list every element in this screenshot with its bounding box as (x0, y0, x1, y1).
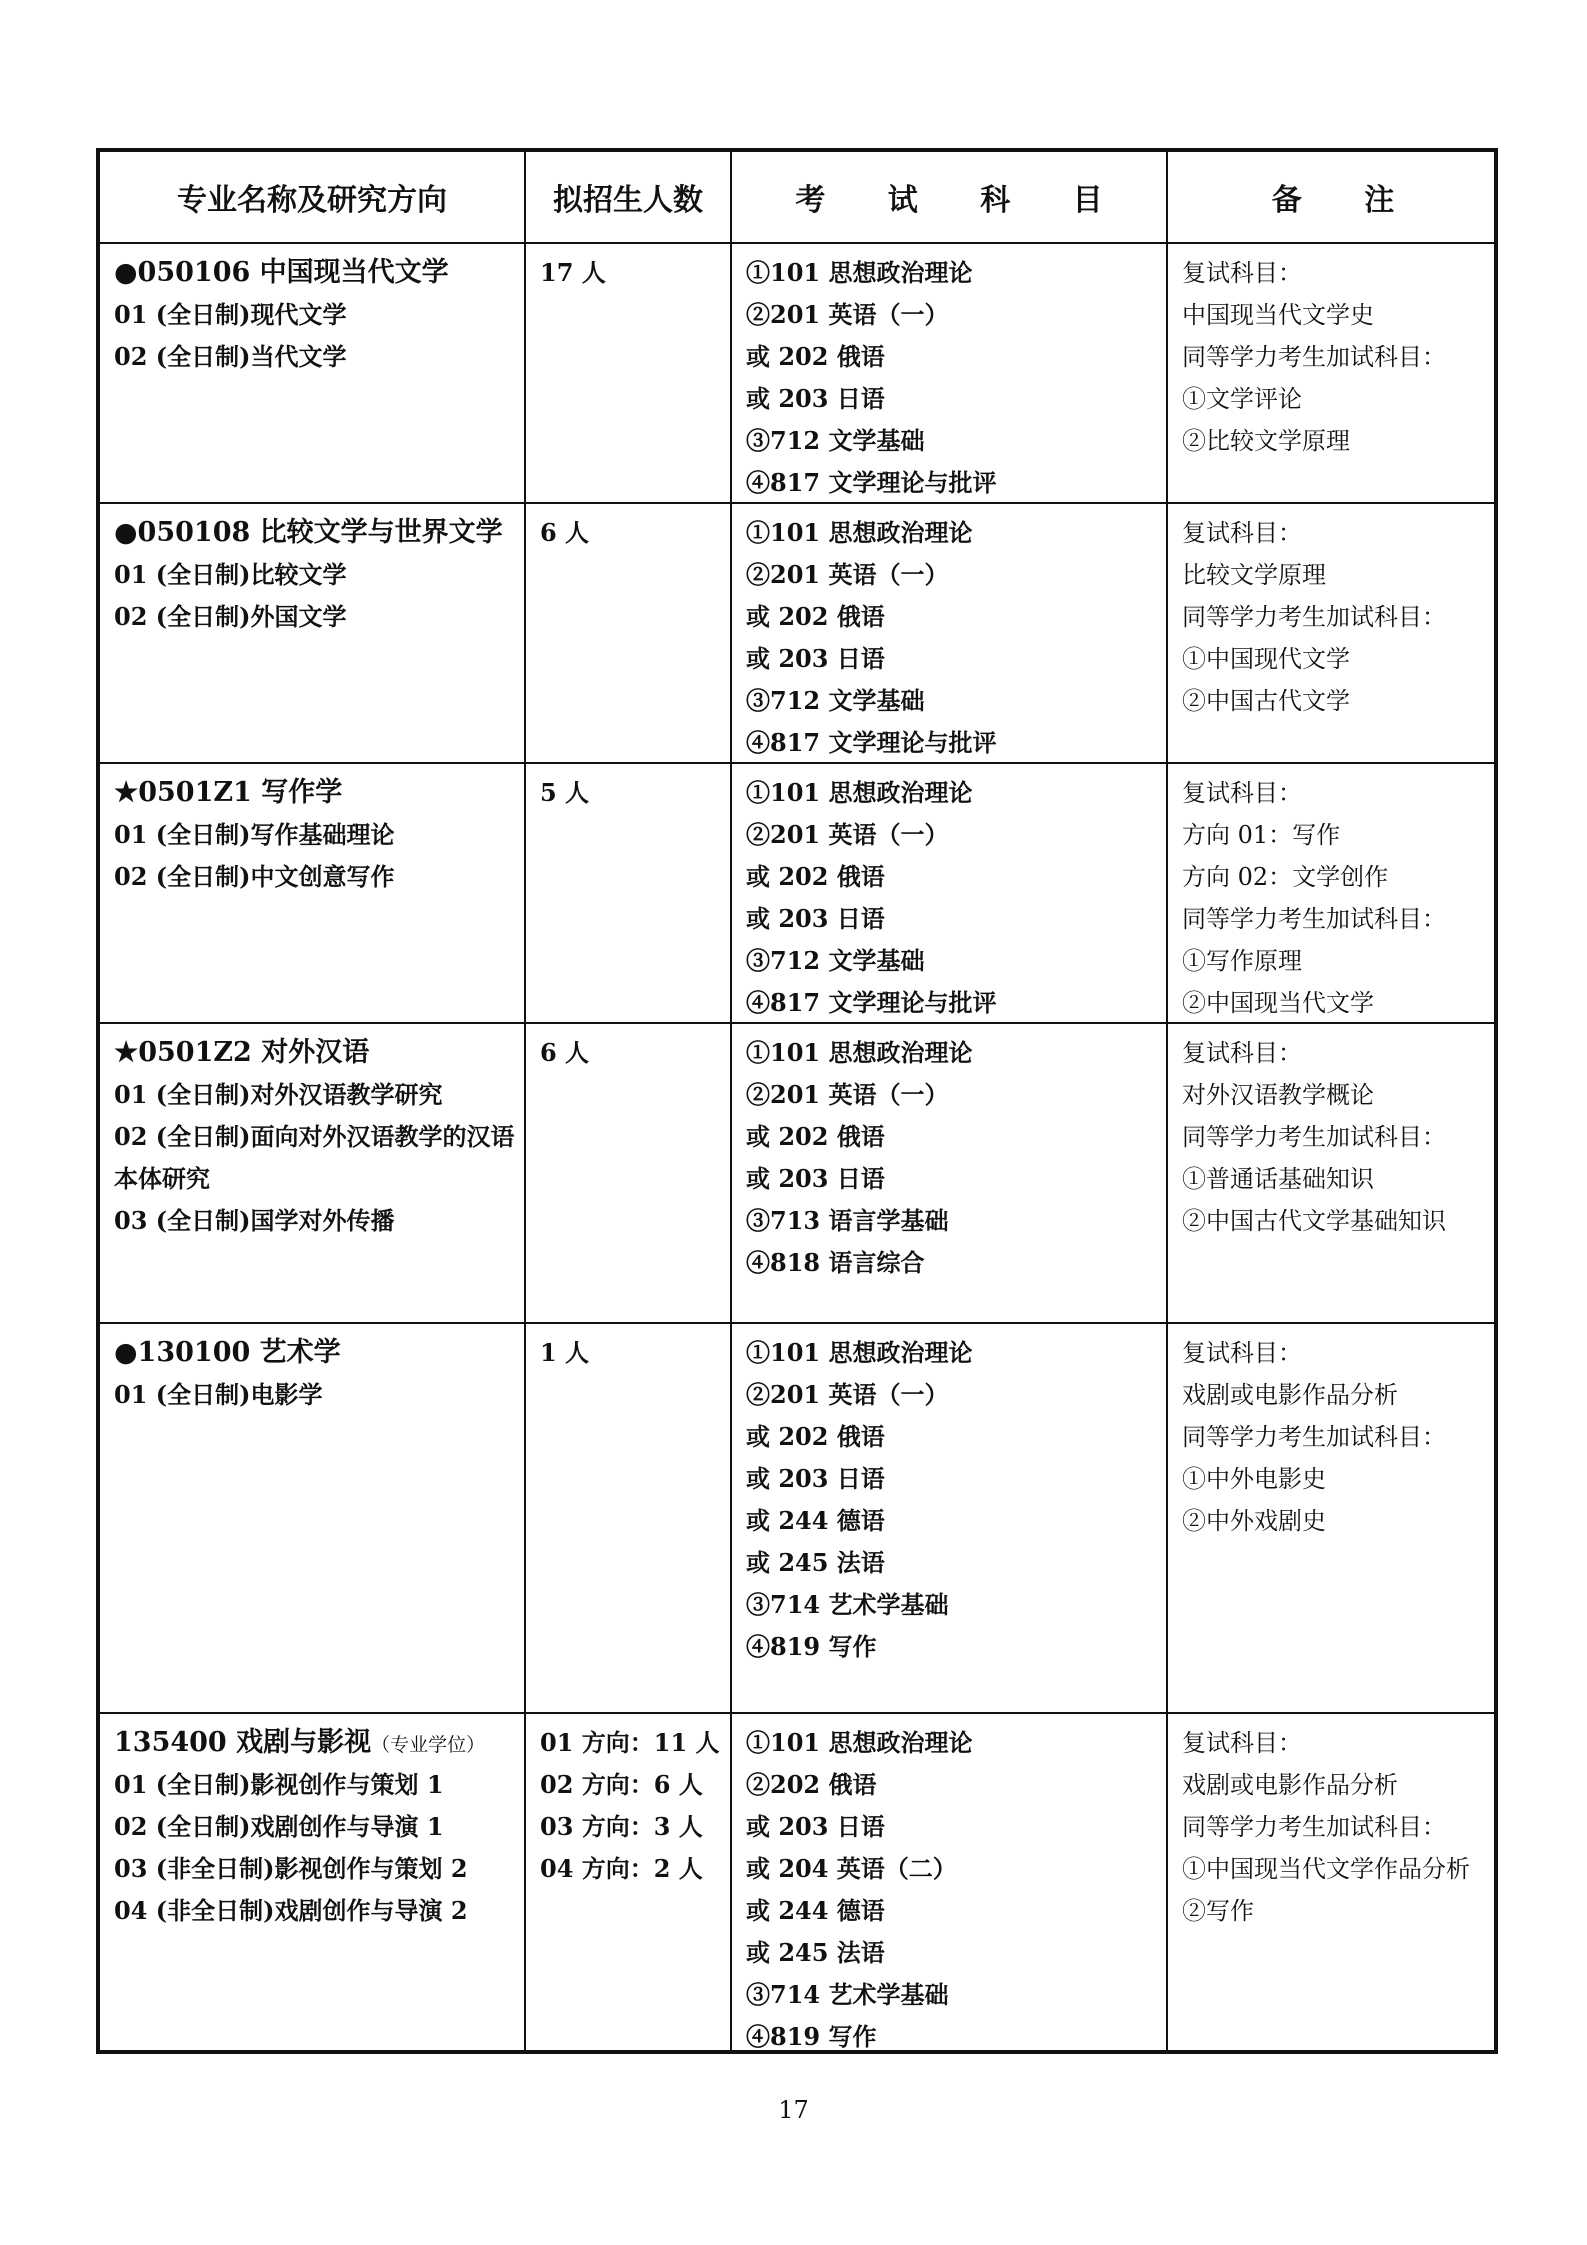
exam-subject: ③712 文学基础 (746, 946, 925, 975)
exam-subject: 或 244 德语 (746, 1506, 885, 1535)
exam-subject: ①101 思想政治理论 (746, 1338, 973, 1367)
exam-subject: ③712 文学基础 (746, 686, 925, 715)
quota-cell (524, 244, 730, 502)
major-title-text: ●050106 中国现当代文学 (114, 257, 449, 288)
quota-cell (524, 1024, 730, 1322)
quota-cell (524, 1324, 730, 1712)
note-line: 同等学力考生加试科目： (1182, 1123, 1446, 1151)
research-direction: 01 (全日制)比较文学 (114, 560, 347, 589)
note-line: 同等学力考生加试科目： (1182, 343, 1446, 371)
research-direction: 01 (全日制)影视创作与策划 1 (114, 1770, 444, 1799)
table-row (100, 1712, 1494, 2054)
note-line: 方向 01：写作 (1182, 821, 1341, 849)
major-title-text: ★0501Z1 写作学 (114, 777, 343, 808)
exam-subject: 或 204 英语（二） (746, 1854, 957, 1883)
exam-subject: ④819 写作 (746, 1632, 877, 1661)
quota-cell (524, 504, 730, 762)
notes-cell (1166, 1024, 1498, 1322)
research-direction: 02 (全日制)戏剧创作与导演 1 (114, 1812, 444, 1841)
exam-cell (730, 764, 1166, 1022)
quota-value: 03 方向：3 人 (540, 1812, 703, 1841)
major-title (114, 1032, 524, 1074)
exam-subject: ①101 思想政治理论 (746, 778, 973, 807)
research-direction: 01 (全日制)电影学 (114, 1380, 323, 1409)
note-line: 复试科目： (1182, 1729, 1302, 1757)
exam-subject: ④817 文学理论与批评 (746, 468, 997, 497)
major-cell (100, 1714, 524, 2054)
quota-cell (524, 764, 730, 1022)
note-line: ②中外戏剧史 (1182, 1507, 1326, 1535)
exam-subject: ④818 语言综合 (746, 1248, 925, 1277)
major-title (114, 1722, 524, 1764)
table-row (100, 1322, 1494, 1712)
exam-subject: 或 202 俄语 (746, 602, 885, 631)
exam-subject: ①101 思想政治理论 (746, 258, 973, 287)
research-direction: 03 (全日制)国学对外传播 (114, 1206, 395, 1235)
note-line: ①普通话基础知识 (1182, 1165, 1374, 1193)
exam-subject: 或 203 日语 (746, 1164, 885, 1193)
note-line: ②比较文学原理 (1182, 427, 1350, 455)
research-direction: 03 (非全日制)影视创作与策划 2 (114, 1854, 468, 1883)
page-number: 17 (778, 2096, 809, 2124)
quota-value: 02 方向：6 人 (540, 1770, 703, 1799)
table-row (100, 762, 1494, 1022)
major-title (114, 512, 524, 554)
major-cell (100, 504, 524, 762)
note-line: 戏剧或电影作品分析 (1182, 1381, 1398, 1409)
note-line: ①中国现代文学 (1182, 645, 1350, 673)
exam-subject: 或 244 德语 (746, 1896, 885, 1925)
quota-value: 1 人 (540, 1338, 590, 1367)
note-line: 戏剧或电影作品分析 (1182, 1771, 1398, 1799)
exam-cell (730, 504, 1166, 762)
research-direction: 本体研究 (114, 1164, 210, 1193)
note-line: ②写作 (1182, 1897, 1254, 1925)
exam-subject: 或 203 日语 (746, 1464, 885, 1493)
research-direction: 01 (全日制)对外汉语教学研究 (114, 1080, 443, 1109)
exam-subject: 或 203 日语 (746, 644, 885, 673)
major-title-text: ●050108 比较文学与世界文学 (114, 517, 503, 548)
major-cell (100, 764, 524, 1022)
note-line: 中国现当代文学史 (1182, 301, 1374, 329)
table-header (100, 152, 1494, 242)
exam-subject: 或 202 俄语 (746, 1122, 885, 1151)
note-line: ①中国现当代文学作品分析 (1182, 1855, 1470, 1883)
exam-subject: ②202 俄语 (746, 1770, 877, 1799)
exam-cell (730, 1714, 1166, 2054)
header-quota: 拟招生人数 (524, 152, 730, 242)
exam-subject: 或 245 法语 (746, 1548, 885, 1577)
note-line: ①文学评论 (1182, 385, 1302, 413)
exam-subject: ①101 思想政治理论 (746, 518, 973, 547)
major-title (114, 1332, 524, 1374)
major-title-text: ★0501Z2 对外汉语 (114, 1037, 370, 1068)
note-line: 复试科目： (1182, 519, 1302, 547)
exam-subject: ①101 思想政治理论 (746, 1728, 973, 1757)
exam-subject: 或 202 俄语 (746, 1422, 885, 1451)
major-cell (100, 1024, 524, 1322)
table-row (100, 242, 1494, 502)
quota-value: 04 方向：2 人 (540, 1854, 703, 1883)
exam-subject: 或 202 俄语 (746, 342, 885, 371)
exam-subject: ③712 文学基础 (746, 426, 925, 455)
exam-subject: ④819 写作 (746, 2022, 877, 2051)
note-line: 复试科目： (1182, 1039, 1302, 1067)
exam-subject: ④817 文学理论与批评 (746, 988, 997, 1017)
exam-cell (730, 1024, 1166, 1322)
notes-cell (1166, 1324, 1498, 1712)
quota-value: 5 人 (540, 778, 590, 807)
admissions-table (96, 148, 1498, 2054)
exam-subject: ④817 文学理论与批评 (746, 728, 997, 757)
exam-subject: ②201 英语（一） (746, 300, 949, 329)
note-line: 同等学力考生加试科目： (1182, 905, 1446, 933)
exam-subject: ③714 艺术学基础 (746, 1980, 949, 2009)
exam-subject: ②201 英语（一） (746, 1080, 949, 1109)
note-line: 同等学力考生加试科目： (1182, 1423, 1446, 1451)
note-line: ②中国现当代文学 (1182, 989, 1374, 1017)
exam-subject: ③714 艺术学基础 (746, 1590, 949, 1619)
note-line: 同等学力考生加试科目： (1182, 1813, 1446, 1841)
exam-subject: 或 203 日语 (746, 1812, 885, 1841)
major-title (114, 772, 524, 814)
note-line: 复试科目： (1182, 259, 1302, 287)
exam-subject: ③713 语言学基础 (746, 1206, 949, 1235)
quota-cell (524, 1714, 730, 2054)
exam-subject: 或 203 日语 (746, 904, 885, 933)
research-direction: 04 (非全日制)戏剧创作与导演 2 (114, 1896, 468, 1925)
major-title-text: ●130100 艺术学 (114, 1337, 341, 1368)
exam-subject: 或 245 法语 (746, 1938, 885, 1967)
exam-cell (730, 1324, 1166, 1712)
major-title (114, 252, 524, 294)
note-line: ①中外电影史 (1182, 1465, 1326, 1493)
note-line: 比较文学原理 (1182, 561, 1326, 589)
note-line: ①写作原理 (1182, 947, 1302, 975)
note-line: 复试科目： (1182, 779, 1302, 807)
major-title-text: 135400 戏剧与影视 (114, 1727, 372, 1758)
exam-subject: ②201 英语（一） (746, 560, 949, 589)
exam-cell (730, 244, 1166, 502)
note-line: 方向 02：文学创作 (1182, 863, 1389, 891)
exam-subject: 或 202 俄语 (746, 862, 885, 891)
research-direction: 01 (全日制)写作基础理论 (114, 820, 395, 849)
notes-cell (1166, 504, 1498, 762)
notes-cell (1166, 764, 1498, 1022)
header-exams: 考 试 科 目 (730, 152, 1166, 242)
research-direction: 02 (全日制)面向对外汉语教学的汉语 (114, 1122, 515, 1151)
major-cell (100, 244, 524, 502)
quota-value: 6 人 (540, 518, 590, 547)
table-row (100, 1022, 1494, 1322)
exam-subject: 或 203 日语 (746, 384, 885, 413)
research-direction: 02 (全日制)当代文学 (114, 342, 347, 371)
notes-cell (1166, 244, 1498, 502)
header-notes: 备 注 (1166, 152, 1498, 242)
research-direction: 01 (全日制)现代文学 (114, 300, 347, 329)
note-line: 对外汉语教学概论 (1182, 1081, 1374, 1109)
table-row (100, 502, 1494, 762)
exam-subject: ②201 英语（一） (746, 820, 949, 849)
degree-type-note: （专业学位） (371, 1734, 486, 1756)
notes-cell (1166, 1714, 1498, 2054)
header-major: 专业名称及研究方向 (177, 183, 447, 218)
major-cell (100, 1324, 524, 1712)
note-line: ②中国古代文学基础知识 (1182, 1207, 1446, 1235)
quota-value: 6 人 (540, 1038, 590, 1067)
quota-value: 17 人 (540, 258, 606, 287)
research-direction: 02 (全日制)中文创意写作 (114, 862, 395, 891)
quota-value: 01 方向：11 人 (540, 1728, 720, 1757)
note-line: 同等学力考生加试科目： (1182, 603, 1446, 631)
research-direction: 02 (全日制)外国文学 (114, 602, 347, 631)
exam-subject: ②201 英语（一） (746, 1380, 949, 1409)
note-line: 复试科目： (1182, 1339, 1302, 1367)
exam-subject: ①101 思想政治理论 (746, 1038, 973, 1067)
note-line: ②中国古代文学 (1182, 687, 1350, 715)
